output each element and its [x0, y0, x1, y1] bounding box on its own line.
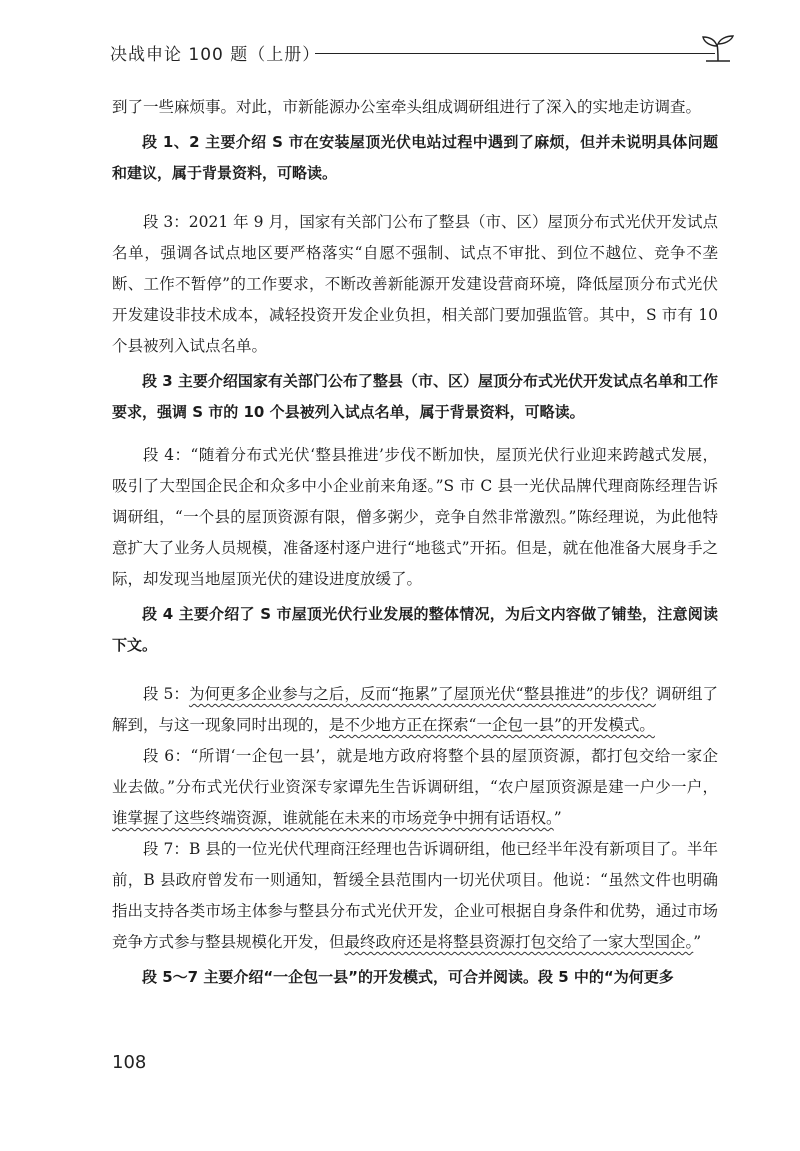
reading-note-3: 段 3 主要介绍国家有关部门公布了整县（市、区）屋顶分布式光伏开发试点名单和工作要求，强调 S 市的 10 个县被列入试点名单，属于背景资料，可略读。: [112, 372, 718, 421]
paragraph-7-lead: 段 7：B 县的一位光伏代理商汪经理也告诉调研组，他已经半年没有新项目了。半年前，B 县政府曾发布一则通知，暂缓全县范围内一切光伏项目。他说：“虽然文件也明确指出支持各类市场主体参与整县分布式光伏开发，企业可根据自身条件和优势，通过市场竞争方式参与整县规模化开发，但: [112, 840, 718, 951]
sprout-icon: [700, 34, 736, 64]
reading-note-1-2: 段 1、2 主要介绍 S 市在安装屋顶光伏电站过程中遇到了麻烦，但并未说明具体问题和建议，属于背景资料，可略读。: [112, 133, 718, 182]
book-title: 决战申论 100 题（上册）: [110, 45, 321, 65]
paragraph-intro-continued: 到了一些麻烦事。对此，市新能源办公室牵头组成调研组进行了深入的实地走访调查。: [112, 98, 702, 116]
paragraph-6: [112, 741, 718, 834]
paragraph-5-middle: 调研组了解到，与这一现象同时出现的，: [112, 685, 718, 734]
header-rule: [315, 53, 715, 54]
underlined-question: 为何更多企业参与之后，反而“拖累”了屋顶光伏“整县推进”的步伐？: [188, 685, 656, 703]
paragraph-7-tail: ”: [693, 933, 702, 951]
reading-note-5-7: 段 5～7 主要介绍“一企包一县”的开发模式，可合并阅读。段 5 中的“为何更多: [142, 968, 674, 986]
page-body: [112, 92, 718, 993]
paragraph-4: 段 4：“随着分布式光伏‘整县推进’步伐不断加快，屋顶光伏行业迎来跨越式发展，吸引了大型国企民企和众多中小企业前来角逐。”S 市 C 县一光伏品牌代理商陈经理告诉调研组，“一个县的屋顶资源有限，僧多粥少，竞争自然非常激烈。”陈经理说，为此他特意扩大了业务人员规模，准备逐村逐户进行“地毯式”开拓。但是，就在他准备大展身手之际，却发现当地屋顶光伏的建设进度放缓了。: [112, 446, 718, 588]
paragraph-3: 段 3：2021 年 9 月，国家有关部门公布了整县（市、区）屋顶分布式光伏开发试点名单，强调各试点地区要严格落实“自愿不强制、试点不审批、到位不越位、竞争不垄断、工作不暂停”的工作要求，不断改善新能源开发建设营商环境，降低屋顶分布式光伏开发建设非技术成本，减轻投资开发企业负担，相关部门要加强监管。其中，S 市有 10 个县被列入试点名单。: [112, 213, 718, 355]
underlined-finding: 是不少地方正在探索“一企包一县”的开发模式。: [329, 716, 655, 734]
paragraph-5-lead: 段 5：: [143, 685, 189, 703]
underlined-quote: 谁掌握了这些终端资源，谁就能在未来的市场竞争中拥有话语权。: [112, 809, 554, 827]
running-header: [110, 38, 730, 68]
paragraph-5: [112, 679, 718, 741]
paragraph-6-lead: 段 6：“所谓‘一企包一县’，就是地方政府将整个县的屋顶资源，都打包交给一家企业去做。”分布式光伏行业资深专家谭先生告诉调研组，“农户屋顶资源是建一户少一户，: [112, 747, 718, 796]
underlined-conclusion: 最终政府还是将整县资源打包交给了一家大型国企。: [344, 933, 694, 951]
page-number: 108: [112, 1052, 147, 1073]
paragraph-7: [112, 834, 718, 958]
reading-note-4: 段 4 主要介绍了 S 市屋顶光伏行业发展的整体情况，为后文内容做了铺垫，注意阅读下文。: [112, 605, 718, 654]
paragraph-6-tail: ”: [553, 809, 562, 827]
